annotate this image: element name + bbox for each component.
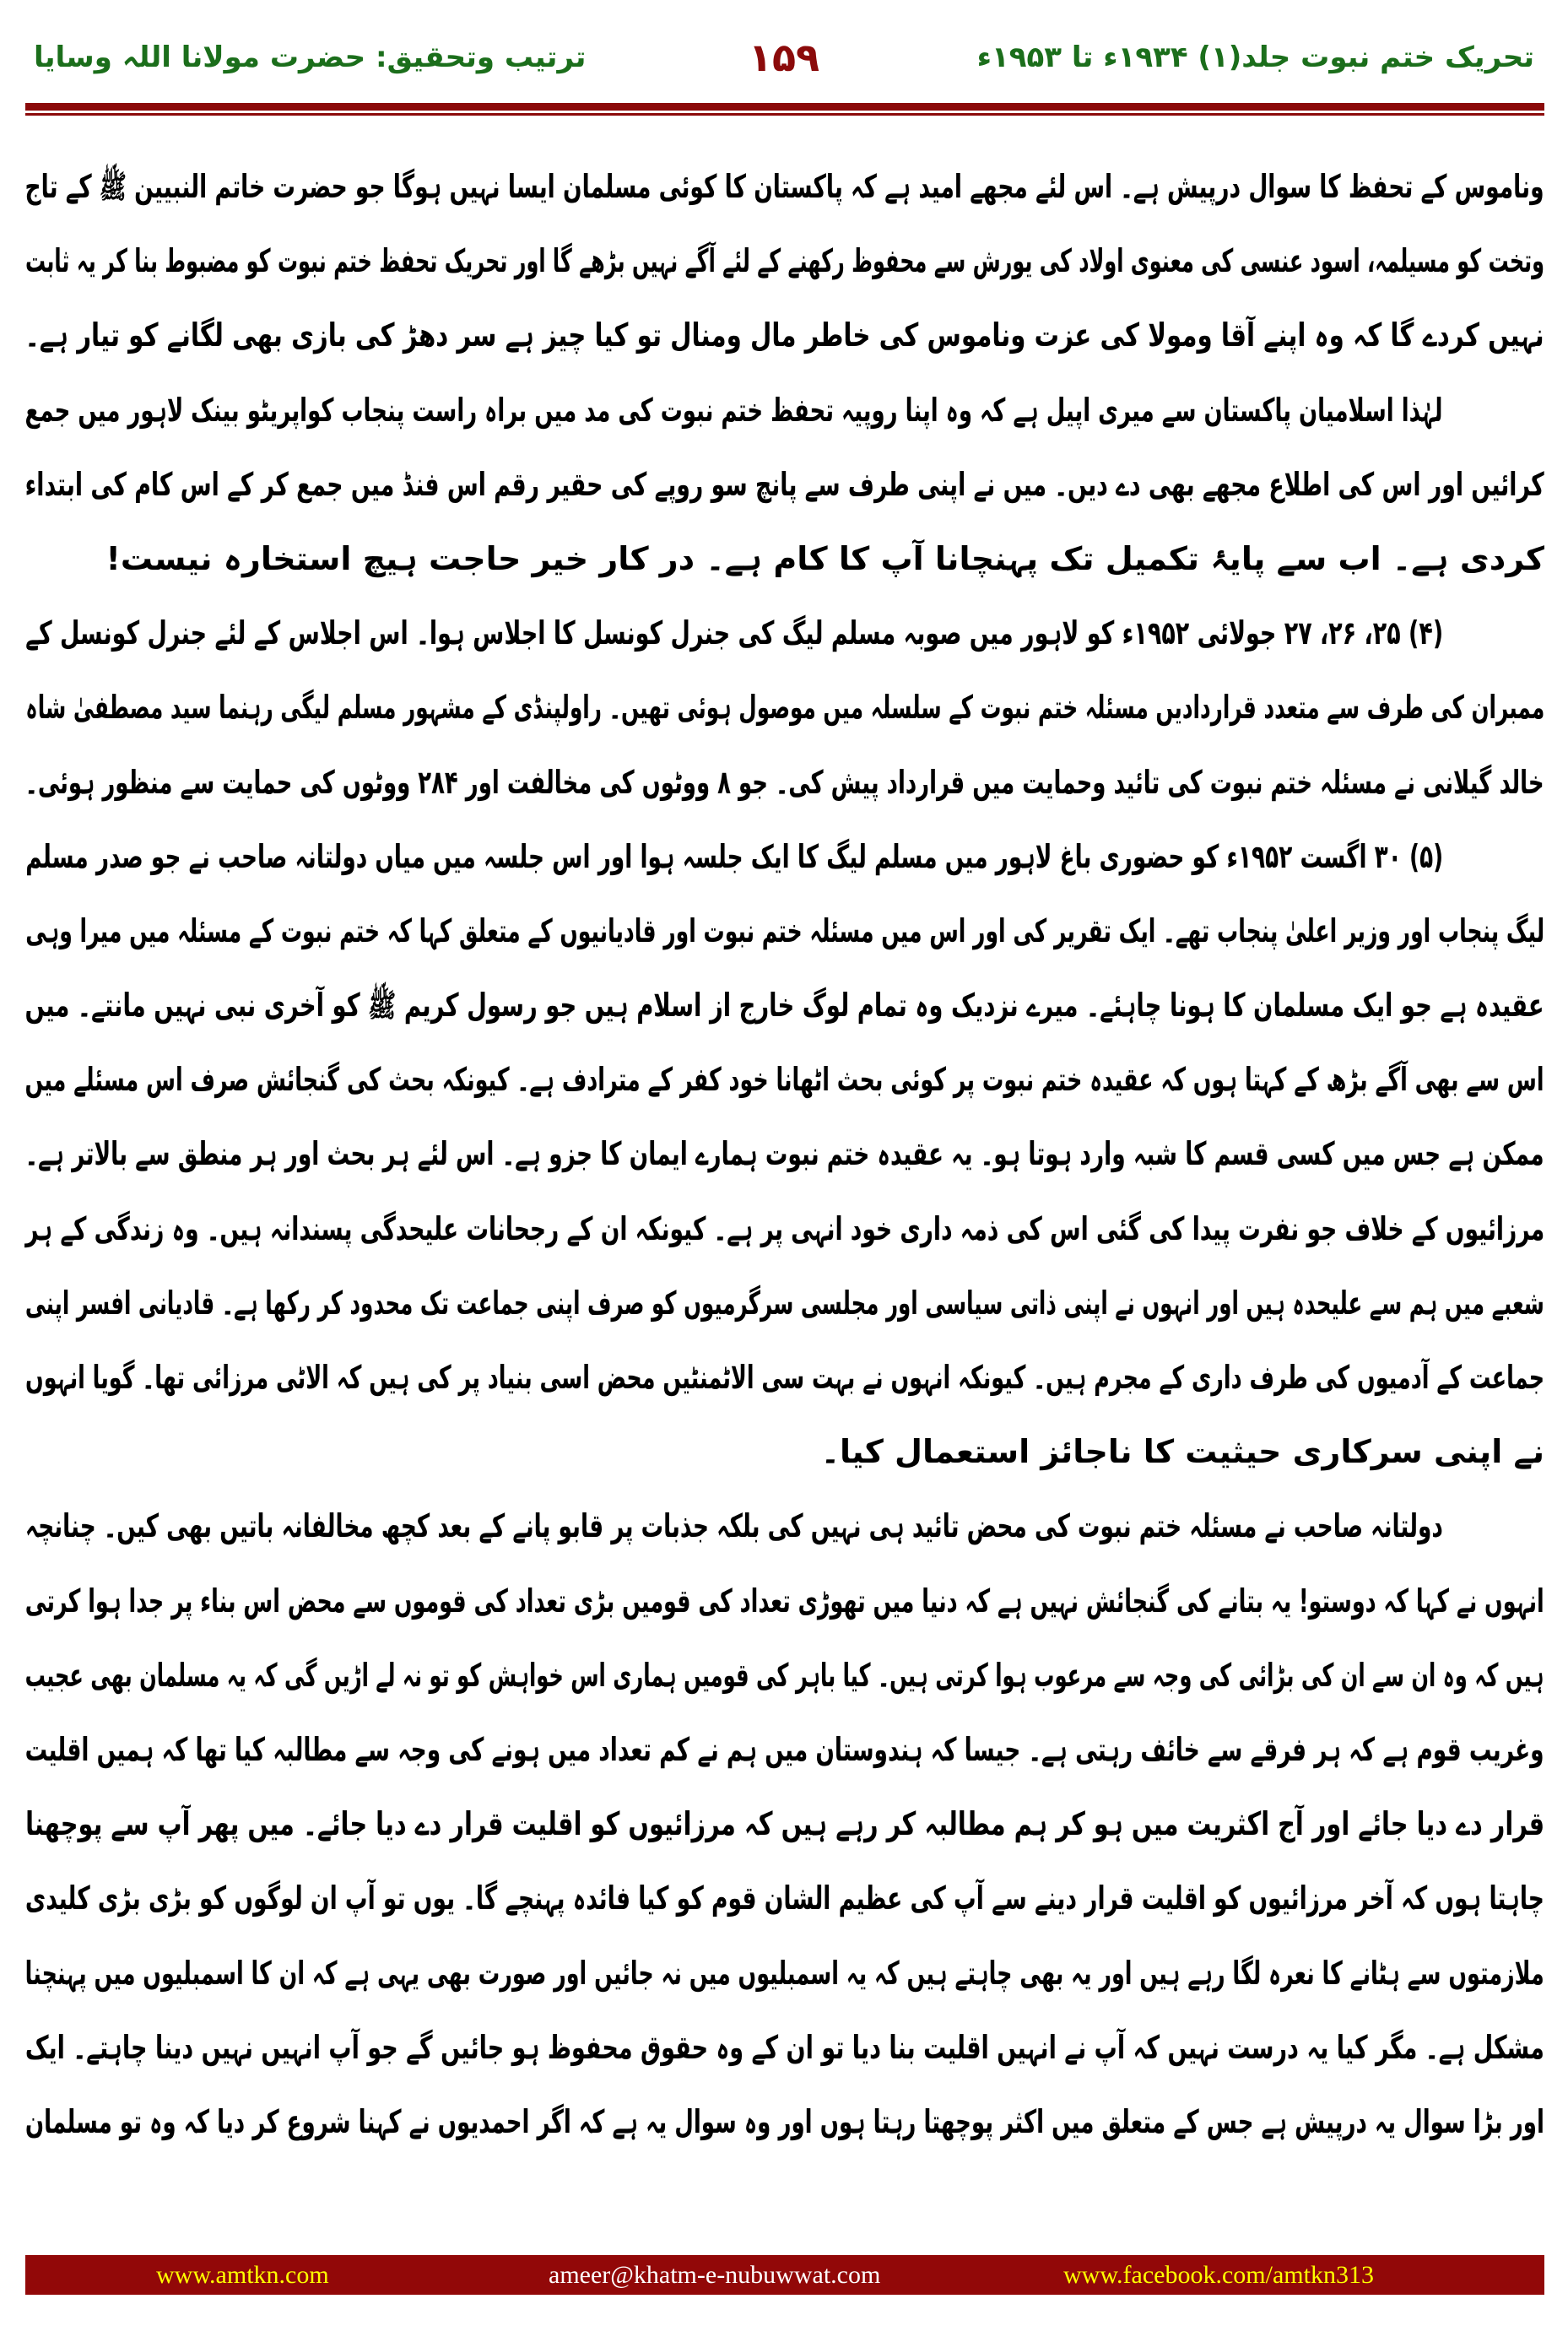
text-line xyxy=(25,1117,1544,1191)
text-line xyxy=(25,819,1544,894)
book-title: تحریک ختم نبوت جلد(۱) ۱۹۳۴ء تا ۱۹۵۳ء xyxy=(976,41,1534,74)
text-line-content: لہٰذا اسلامیان پاکستان سے میری اپیل ہے کہ وہ اپنا روپیہ تحفظ ختم نبوت کی مد میں براہ راست پنجاب کواپریٹو بینک لاہور میں جمع xyxy=(25,391,1443,429)
text-line-content: انہوں نے کہا کہ دوستو! یہ بتانے کی گنجائش نہیں ہے کہ دنیا میں تھوڑی تعداد کی قومیں بڑی تعداد کی قوموں سے محض اس بناء پر جدا ہوا کرتی xyxy=(25,1582,1544,1620)
text-line xyxy=(25,447,1544,522)
text-line xyxy=(25,968,1544,1042)
text-line xyxy=(25,1861,1544,1935)
text-line xyxy=(25,1787,1544,1861)
text-line-content: عقیدہ ہے جو ایک مسلمان کا ہونا چاہئے۔ میرے نزدیک وہ تمام لوگ خارج از اسلام ہیں جو رسول کریم ﷺ کو آخری نبی نہیں مانتے۔ میں xyxy=(24,987,1544,1025)
text-line xyxy=(25,373,1544,447)
text-line xyxy=(25,149,1544,224)
facebook-link[interactable]: www.facebook.com/amtkn313 xyxy=(1063,2261,1374,2289)
text-line xyxy=(25,1489,1544,1563)
text-line-content: جماعت کے آدمیوں کی طرف داری کے مجرم ہیں۔ کیونکہ انہوں نے بہت سی الاٹمنٹیں محض اسی بنیاد پر کی ہیں کہ الاٹی مرزائی تھا۔ گویا انہوں xyxy=(24,1359,1544,1396)
text-line-content: کردی ہے۔ اب سے پایۂ تکمیل تک پہنچانا آپ کا کام ہے۔ در کار خیر حاجت ہیچ استخارہ نیست! xyxy=(105,539,1544,577)
text-line xyxy=(25,1266,1544,1340)
text-line-content: ملازمتوں سے ہٹانے کا نعرہ لگا رہے ہیں اور یہ بھی چاہتے ہیں کہ یہ اسمبلیوں میں نہ جائیں اور صورت بھی یہی ہے کہ ان کا اسمبلیوں میں پہنچنا xyxy=(25,1954,1544,1992)
author-credit: ترتیب وتحقیق: حضرت مولانا اللہ وسایا xyxy=(34,41,587,74)
text-line-content: قرار دے دیا جائے اور آج اکثریت میں ہو کر ہم مطالبہ کر رہے ہیں کہ مرزائیوں کو اقلیت قرار دے دیا جائے۔ میں پھر آپ سے پوچھنا xyxy=(25,1805,1544,1843)
email-link[interactable]: ameer@khatm-e-nubuwwat.com xyxy=(549,2261,881,2289)
text-line-content: (۵) ۳۰ اگست ۱۹۵۲ء کو حضوری باغ لاہور میں مسلم لیگ کا ایک جلسہ ہوا اور اس جلسہ میں میاں دولتانہ صاحب نے جو صدر مسلم xyxy=(25,837,1443,875)
text-line-content: ممکن ہے جس میں کسی قسم کا شبہ وارد ہوتا ہو۔ یہ عقیدہ ختم نبوت ہمارے ایمان کا جزو ہے۔ اس لئے ہر بحث اور ہر منطق سے بالاتر ہے۔ xyxy=(25,1135,1544,1173)
text-line-content: اور بڑا سوال یہ درپیش ہے جس کے متعلق میں اکثر پوچھتا رہتا ہوں اور وہ سوال یہ ہے کہ اگر احمدیوں نے کہنا شروع کر دیا کہ وہ تو مسلمان xyxy=(24,2102,1544,2140)
text-line xyxy=(25,1340,1544,1414)
text-line-content: مشکل ہے۔ مگر کیا یہ درست نہیں کہ آپ نے انہیں اقلیت بنا دیا تو ان کے وہ حقوق محفوظ ہو جائیں گے جو آپ انہیں نہیں دینا چاہتے۔ ایک xyxy=(25,2028,1544,2066)
text-line-content: مرزائیوں کے خلاف جو نفرت پیدا کی گئی اس کی ذمہ داری خود انہی پر ہے۔ کیونکہ ان کے رجحانات علیحدگی پسندانہ ہیں۔ وہ زندگی کے ہر xyxy=(25,1209,1544,1247)
text-line-content: خالد گیلانی نے مسئلہ ختم نبوت کی تائید وحمایت میں قرارداد پیش کی۔ جو ۸ ووٹوں کی مخالفت اور ۲۸۴ ووٹوں کی حمایت سے منظور ہوئی۔ xyxy=(25,763,1544,801)
text-line xyxy=(25,670,1544,744)
text-line xyxy=(25,596,1544,670)
website-link[interactable]: www.amtkn.com xyxy=(156,2261,329,2289)
text-line-content: وغریب قوم ہے کہ ہر فرقے سے خائف رہتی ہے۔ جیسا کہ ہندوستان میں ہم نے کم تعداد میں ہونے کی وجہ سے مطالبہ کیا تھا کہ ہمیں اقلیت xyxy=(25,1730,1544,1768)
text-line xyxy=(25,2085,1544,2159)
text-line-content: لیگ پنجاب اور وزیر اعلیٰ پنجاب تھے۔ ایک تقریر کی اور اس میں مسئلہ ختم نبوت اور قادیانیوں کے متعلق کہا کہ ختم نبوت کے مسئلہ میں میرا وہی xyxy=(25,911,1544,949)
text-line-content: چاہتا ہوں کہ آخر مرزائیوں کو اقلیت قرار دینے سے آپ کی عظیم الشان قوم کو کیا فائدہ پہنچے گا۔ یوں تو آپ ان لوگوں کو بڑی بڑی کلیدی xyxy=(25,1880,1544,1917)
text-line-content: کرائیں اور اس کی اطلاع مجھے بھی دے دیں۔ میں نے اپنی طرف سے پانچ سو روپے کی حقیر رقم اس فنڈ میں جمع کر کے اس کام کی ابتداء xyxy=(25,465,1544,503)
footer-bar xyxy=(25,2255,1544,2295)
text-line xyxy=(25,894,1544,968)
text-line xyxy=(25,1936,1544,2010)
text-line-content: وتخت کو مسیلمہ، اسود عنسی کی معنوی اولاد کی یورش سے محفوظ رکھنے کے لئے آگے نہیں بڑھے گا اور تحریک تحفظ ختم نبوت کو مضبوط بنا کر یہ ثابت xyxy=(25,242,1544,280)
text-line xyxy=(25,298,1544,372)
text-line xyxy=(25,1712,1544,1787)
text-line-content: (۴) ۲۵، ۲۶، ۲۷ جولائی ۱۹۵۲ء کو لاہور میں صوبہ مسلم لیگ کی جنرل کونسل کا اجلاس ہوا۔ اس اجلاس کے لئے جنرل کونسل کے xyxy=(24,614,1443,652)
page-number: ۱۵۹ xyxy=(748,35,820,80)
text-line xyxy=(25,1638,1544,1712)
text-line-content: نے اپنی سرکاری حیثیت کا ناجائز استعمال کیا۔ xyxy=(820,1433,1544,1471)
text-line-content: ممبران کی طرف سے متعدد قراردادیں مسئلہ ختم نبوت کے سلسلہ میں موصول ہوئی تھیں۔ راولپنڈی کے مشہور مسلم لیگی رہنما سید مصطفیٰ شاہ xyxy=(25,689,1544,727)
text-line-content: نہیں کردے گا کہ وہ اپنے آقا ومولا کی عزت وناموس کی خاطر مال ومنال تو کیا چیز ہے سر دھڑ کی بازی بھی لگانے کو تیار ہے۔ xyxy=(25,316,1544,354)
text-line-content: اس سے بھی آگے بڑھ کے کہتا ہوں کہ عقیدہ ختم نبوت پر کوئی بحث اٹھانا خود کفر کے مترادف ہے۔ کیونکہ بحث کی گنجائش صرف اس مسئلے میں xyxy=(24,1061,1544,1099)
text-line xyxy=(25,1414,1544,1489)
text-line xyxy=(25,1564,1544,1638)
text-line-content: دولتانہ صاحب نے مسئلہ ختم نبوت کی محض تائید ہی نہیں کی بلکہ جذبات پر قابو پانے کے بعد کچھ مخالفانہ باتیں بھی کیں۔ چنانچہ xyxy=(25,1507,1443,1545)
header-divider-thick xyxy=(25,103,1544,111)
text-line-content: ہیں کہ وہ ان سے ان کی بڑائی کی وجہ سے مرعوب ہوا کرتی ہیں۔ کیا باہر کی قومیں ہماری اس خواہش کو تو نہ لے اڑیں گی کہ یہ مسلمان بھی عجیب xyxy=(25,1656,1544,1694)
text-line xyxy=(25,745,1544,819)
text-line xyxy=(25,1042,1544,1117)
text-line xyxy=(25,224,1544,298)
text-line-content: وناموس کے تحفظ کا سوال درپیش ہے۔ اس لئے مجھے امید ہے کہ پاکستان کا کوئی مسلمان ایسا نہیں ہوگا جو حضرت خاتم النبیین ﷺ کے تاج xyxy=(25,168,1544,205)
text-line xyxy=(25,522,1544,596)
text-line xyxy=(25,1192,1544,1266)
text-line-content: شعبے میں ہم سے علیحدہ ہیں اور انہوں نے اپنی ذاتی سیاسی اور مجلسی سرگرمیوں کو صرف اپنی جماعت تک محدود کر رکھا ہے۔ قادیانی افسر اپنی xyxy=(25,1284,1544,1322)
text-line xyxy=(25,2010,1544,2085)
body-text xyxy=(25,149,1544,2159)
header-divider-thin xyxy=(25,113,1544,116)
